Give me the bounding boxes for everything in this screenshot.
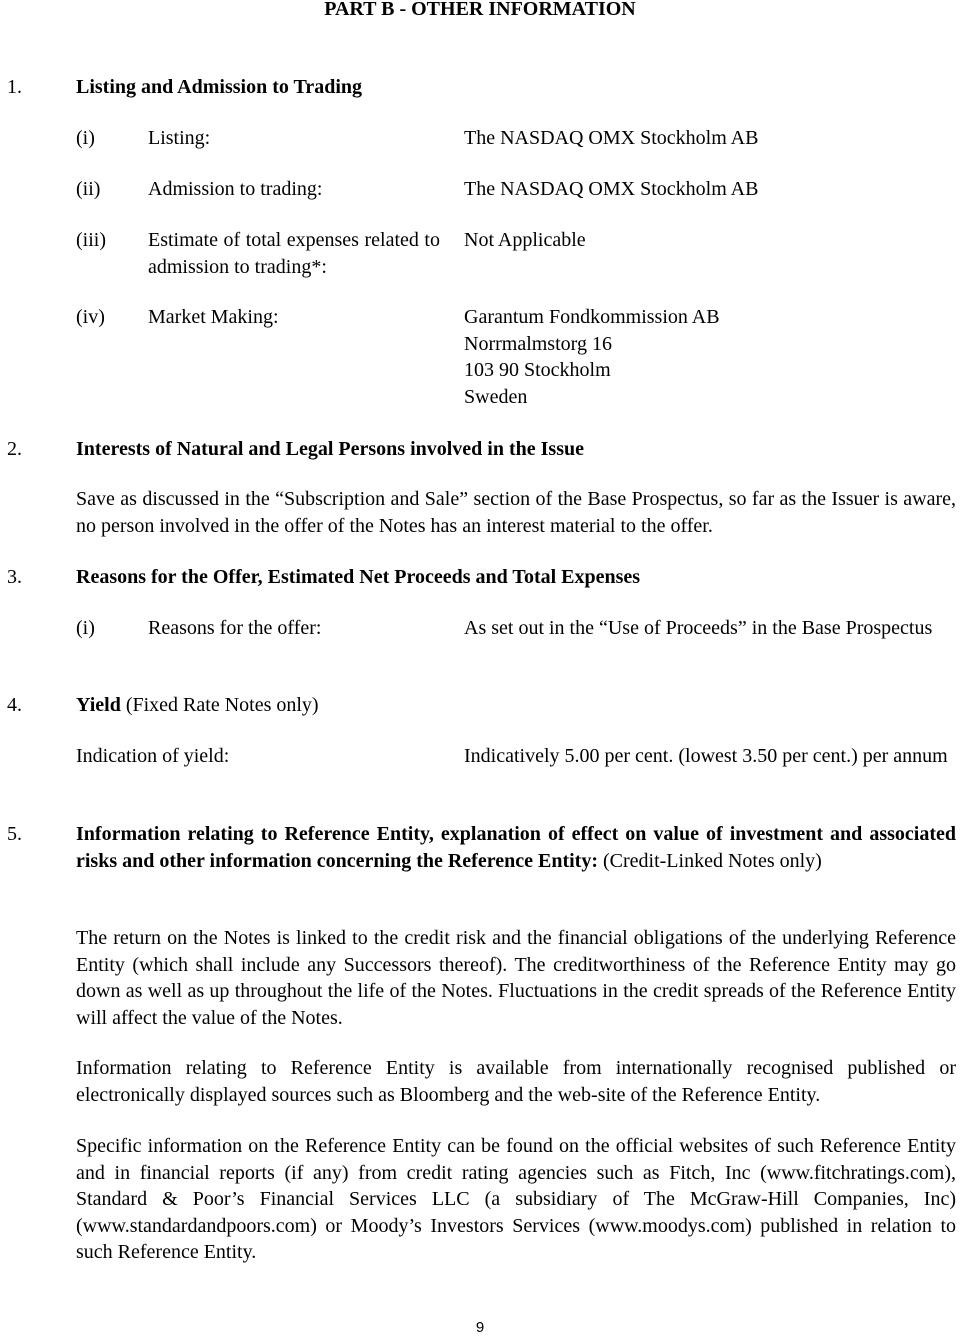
market-maker-name: Garantum Fondkommission AB bbox=[464, 306, 720, 328]
item-1-iv-number: (iv) bbox=[76, 306, 105, 328]
section-1-heading: Listing and Admission to Trading bbox=[76, 76, 363, 98]
item-listing-label: Listing: bbox=[148, 127, 211, 149]
section-5-heading-suffix: (Credit-Linked Notes only) bbox=[602, 849, 822, 872]
item-reasons-label: Reasons for the offer: bbox=[148, 617, 322, 639]
section-2-heading: Interests of Natural and Legal Persons involved in the Issue bbox=[76, 438, 584, 460]
section-5-heading: Information relating to Reference Entity, explanation of effect on value of investment and associated risks and other information concerning the Reference Entity: bbox=[76, 823, 956, 872]
section-4-heading: Yield bbox=[76, 694, 121, 716]
section-2-number: 2. bbox=[7, 438, 22, 460]
item-1-i-number: (i) bbox=[76, 127, 95, 149]
item-admission-value: The NASDAQ OMX Stockholm AB bbox=[464, 178, 759, 200]
yield-value: Indicatively 5.00 per cent. (lowest 3.50 per cent.) per annum bbox=[464, 745, 948, 767]
section-5-paragraph-1: The return on the Notes is linked to the credit risk and the financial obligations of the underlying Reference Entity (which shall include any Successors thereof). The creditworthiness of the Reference Entity may go down as well as up throughout the life of the Notes. Fluctuations in the credit spreads of the Reference Entity will affect the value of the Notes. bbox=[76, 927, 956, 1029]
market-maker-city: 103 90 Stockholm bbox=[464, 359, 611, 381]
item-listing-value: The NASDAQ OMX Stockholm AB bbox=[464, 127, 759, 149]
section-3-number: 3. bbox=[7, 566, 22, 588]
market-maker-country: Sweden bbox=[464, 385, 528, 408]
section-5-number: 5. bbox=[7, 823, 22, 845]
section-5-heading-block bbox=[76, 821, 956, 874]
item-expenses-value: Not Applicable bbox=[464, 229, 586, 251]
item-market-making-label: Market Making: bbox=[148, 306, 279, 328]
section-5-paragraph-2: Information relating to Reference Entity is available from internationally recognised published or electronically displayed sources such as Bloomberg and the web-site of the Reference Entity. bbox=[76, 1057, 956, 1106]
item-3-i-number: (i) bbox=[76, 617, 95, 639]
item-expenses-label: Estimate of total expenses related to admission to trading*: bbox=[148, 229, 440, 278]
page-number: 9 bbox=[475, 1319, 485, 1336]
section-4-heading-suffix: (Fixed Rate Notes only) bbox=[125, 694, 319, 716]
section-3-heading: Reasons for the Offer, Estimated Net Proceeds and Total Expenses bbox=[76, 566, 641, 588]
item-admission-label: Admission to trading: bbox=[148, 178, 323, 200]
section-4-heading-line bbox=[76, 692, 319, 719]
market-maker-street: Norrmalmstorg 16 bbox=[464, 332, 612, 355]
item-reasons-value: As set out in the “Use of Proceeds” in the Base Prospectus bbox=[464, 617, 933, 639]
item-1-ii-number: (ii) bbox=[76, 178, 101, 200]
section-2-text: Save as discussed in the “Subscription and Sale” section of the Base Prospectus, so far as the Issuer is aware, no person involved in the offer of the Notes has an interest material to the offer. bbox=[76, 488, 956, 537]
page-title: PART B - OTHER INFORMATION bbox=[324, 0, 636, 20]
section-5-paragraph-3: Specific information on the Reference Entity can be found on the official websites of such Reference Entity and in financial reports (if any) from credit rating agencies such as Fitch, Inc (www.fitchratings.com), Standard & Poor’s Financial Services LLC (a subsidiary of The McGraw-Hill Companies, Inc) (www.standardandpoors.com) or Moody’s Investors Services (www.moodys.com) published in relation to such Reference Entity. bbox=[76, 1135, 956, 1263]
section-1-number: 1. bbox=[7, 76, 22, 98]
section-4-number: 4. bbox=[7, 694, 22, 716]
yield-label: Indication of yield: bbox=[76, 745, 230, 767]
item-1-iii-number: (iii) bbox=[76, 229, 106, 251]
market-maker-address bbox=[464, 304, 720, 410]
